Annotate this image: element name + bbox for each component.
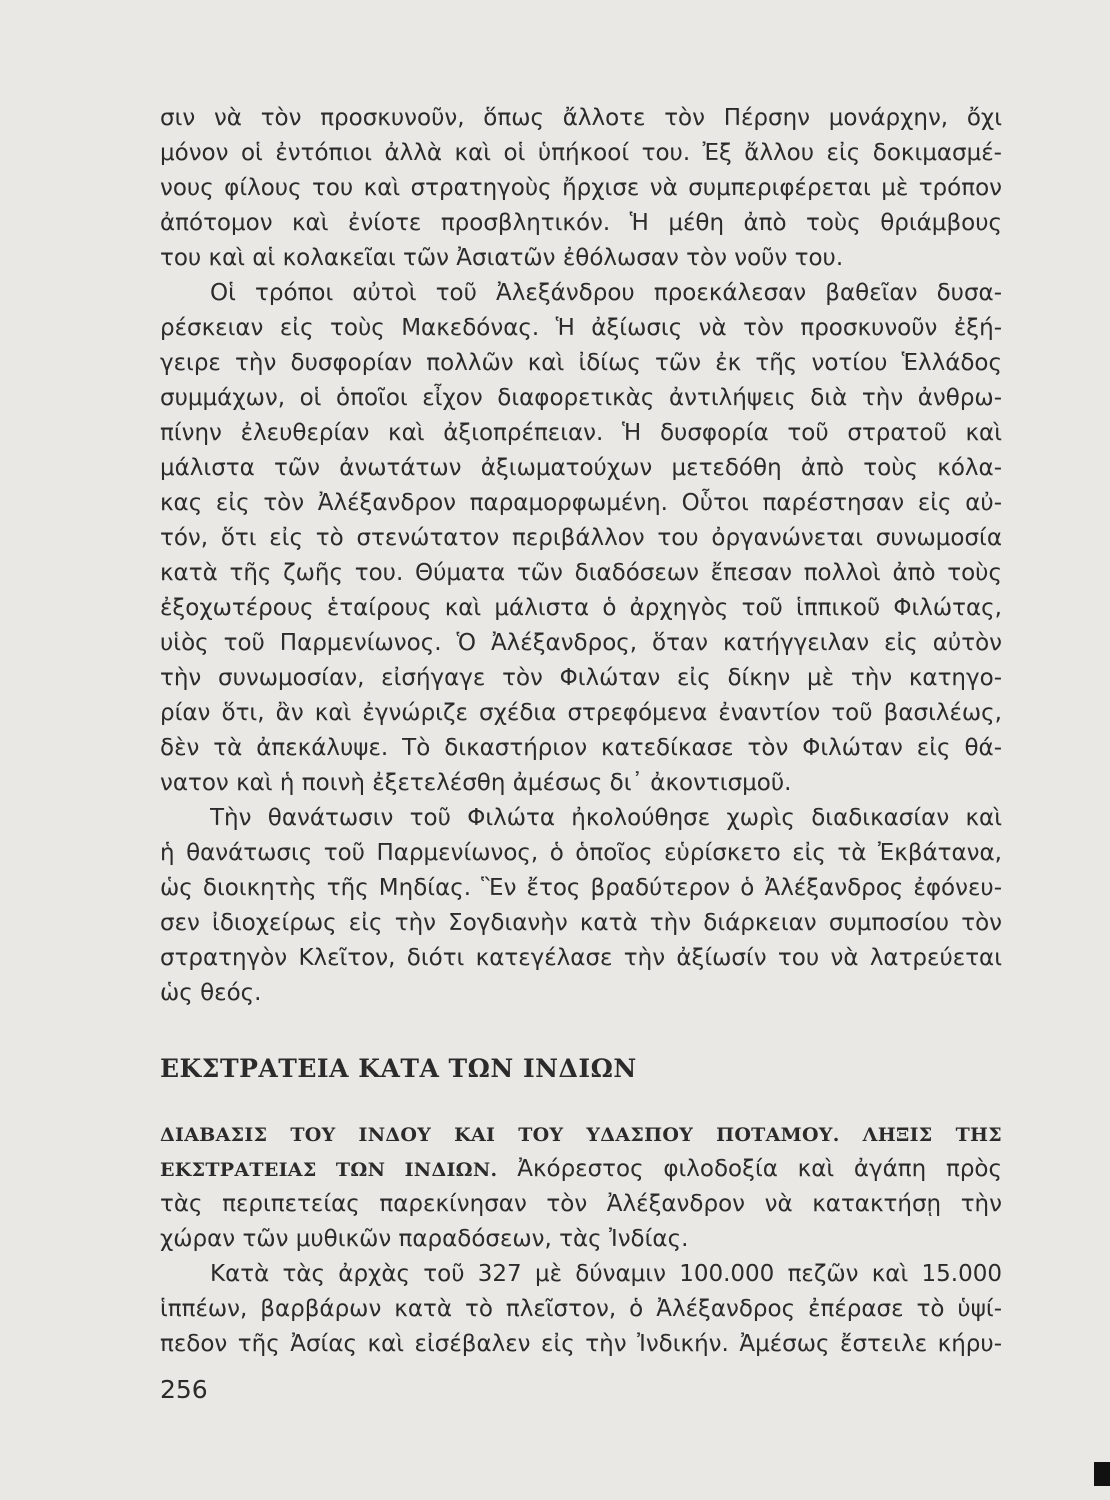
text-line: πίνην ἐλευθερίαν καὶ ἀξιοπρέπειαν. Ἡ δυσφορία τοῦ στρατοῦ καὶ xyxy=(160,420,1002,446)
text-line: μάλιστα τῶν ἀνωτάτων ἀξιωματούχων μετεδόθη ἀπὸ τοὺς κόλα- xyxy=(160,455,1002,481)
text-line: στρατηγὸν Κλεῖτον, διότι κατεγέλασε τὴν ἀξίωσίν του νὰ λατρεύεται xyxy=(160,945,1002,971)
text-line: κατὰ τῆς ζωῆς του. Θύματα τῶν διαδόσεων ἔπεσαν πολλοὶ ἀπὸ τοὺς xyxy=(160,560,1002,586)
text-line: χώραν τῶν μυθικῶν παραδόσεων, τὰς Ἰνδίας. xyxy=(160,1226,689,1252)
text-line: νατον καὶ ἡ ποινὴ ἐξετελέσθη ἀμέσως δι᾿ ἀκοντισμοῦ. xyxy=(160,770,792,796)
text-line: σιν νὰ τὸν προσκυνοῦν, ὅπως ἄλλοτε τὸν Πέρσην μονάρχην, ὄχι xyxy=(160,105,1002,131)
text-line: Κατὰ τὰς ἀρχὰς τοῦ 327 μὲ δύναμιν 100.000 πεζῶν καὶ 15.000 xyxy=(210,1261,1002,1287)
subsection-line xyxy=(160,1152,1002,1186)
text-line: ρέσκειαν εἰς τοὺς Μακεδόνας. Ἡ ἀξίωσις νὰ τὸν προσκυνοῦν ἐξή- xyxy=(160,315,1002,341)
text-line: ρίαν ὅτι, ἂν καὶ ἐγνώριζε σχέδια στρεφόμενα ἐναντίον τοῦ βασιλέως, xyxy=(160,700,1002,726)
text-line: υἱὸς τοῦ Παρμενίωνος. Ὁ Ἀλέξανδρος, ὅταν κατήγγειλαν εἰς αὐτὸν xyxy=(160,630,1002,656)
text-line: συμμάχων, οἱ ὁποῖοι εἶχον διαφορετικὰς ἀντιλήψεις διὰ τὴν ἀνθρω- xyxy=(160,385,1002,411)
subsection-text: Ἀκόρεστος φιλοδοξία καὶ ἀγάπη πρὸς xyxy=(497,1156,1002,1182)
text-line: ἱππέων, βαρβάρων κατὰ τὸ πλεῖστον, ὁ Ἀλέξανδρος ἐπέρασε τὸ ὑψί- xyxy=(160,1296,1002,1322)
subsection-title-line1: ΔΙΑΒΑΣΙΣ ΤΟΥ ΙΝΔΟΥ ΚΑΙ ΤΟΥ ΥΔΑΣΠΟΥ ΠΟΤΑΜΟΥ. ΛΗΞΙΣ ΤΗΣ xyxy=(160,1124,1002,1146)
text-line: δὲν τὰ ἀπεκάλυψε. Τὸ δικαστήριον κατεδίκασε τὸν Φιλώταν εἰς θά- xyxy=(160,735,1002,761)
text-line: τόν, ὅτι εἰς τὸ στενώτατον περιβάλλον του ὀργανώνεται συνωμοσία xyxy=(160,525,1002,551)
text-line: τὰς περιπετείας παρεκίνησαν τὸν Ἀλέξανδρον νὰ κατακτήσῃ τὴν xyxy=(160,1191,1002,1217)
text-line: ὡς θεός. xyxy=(160,980,262,1006)
text-line: ἐξοχωτέρους ἑταίρους καὶ μάλιστα ὁ ἀρχηγὸς τοῦ ἱππικοῦ Φιλώτας, xyxy=(160,595,1002,621)
text-line: ὡς διοικητὴς τῆς Μηδίας. Ἓν ἔτος βραδύτερον ὁ Ἀλέξανδρος ἐφόνευ- xyxy=(160,875,1002,901)
page-number: 256 xyxy=(160,1375,208,1404)
text-line: μόνον οἱ ἐντόπιοι ἀλλὰ καὶ οἱ ὑπήκοοί του. Ἐξ ἄλλου εἰς δοκιμασμέ- xyxy=(160,140,1002,166)
subsection-title-line2: ΕΚΣΤΡΑΤΕΙΑΣ ΤΩΝ ΙΝΔΙΩΝ. xyxy=(160,1159,498,1181)
text-line: σεν ἰδιοχείρως εἰς τὴν Σογδιανὴν κατὰ τὴν διάρκειαν συμποσίου τὸν xyxy=(160,910,1002,936)
text-line: κας εἰς τὸν Ἀλέξανδρον παραμορφωμένη. Οὗτοι παρέστησαν εἰς αὐ- xyxy=(160,490,1002,516)
text-line: Τὴν θανάτωσιν τοῦ Φιλώτα ἠκολούθησε χωρὶς διαδικασίαν καὶ xyxy=(210,805,1002,831)
text-line: ἡ θανάτωσις τοῦ Παρμενίωνος, ὁ ὁποῖος εὑρίσκετο εἰς τὰ Ἐκβάτανα, xyxy=(160,840,1002,866)
subsection-title xyxy=(160,1117,1002,1151)
text-line: πεδον τῆς Ἀσίας καὶ εἰσέβαλεν εἰς τὴν Ἰνδικήν. Ἀμέσως ἔστειλε κήρυ- xyxy=(160,1331,1002,1357)
scan-edge-mark xyxy=(1094,1462,1110,1486)
text-line: γειρε τὴν δυσφορίαν πολλῶν καὶ ἰδίως τῶν ἐκ τῆς νοτίου Ἑλλάδος xyxy=(160,350,1002,376)
text-line: του καὶ αἱ κολακεῖαι τῶν Ἀσιατῶν ἐθόλωσαν τὸν νοῦν του. xyxy=(160,245,844,271)
text-line: Οἱ τρόποι αὐτοὶ τοῦ Ἀλεξάνδρου προεκάλεσαν βαθεῖαν δυσα- xyxy=(210,280,1002,306)
text-line: ἀπότομον καὶ ἐνίοτε προσβλητικόν. Ἡ μέθη ἀπὸ τοὺς θριάμβους xyxy=(160,210,1002,236)
text-line: τὴν συνωμοσίαν, εἰσήγαγε τὸν Φιλώταν εἰς δίκην μὲ τὴν κατηγο- xyxy=(160,665,1002,691)
text-line: νους φίλους του καὶ στρατηγοὺς ἤρχισε νὰ συμπεριφέρεται μὲ τρόπον xyxy=(160,175,1002,201)
section-heading: ΕΚΣΤΡΑΤΕΙΑ ΚΑΤΑ ΤΩΝ ΙΝΔΙΩΝ xyxy=(160,1054,637,1083)
